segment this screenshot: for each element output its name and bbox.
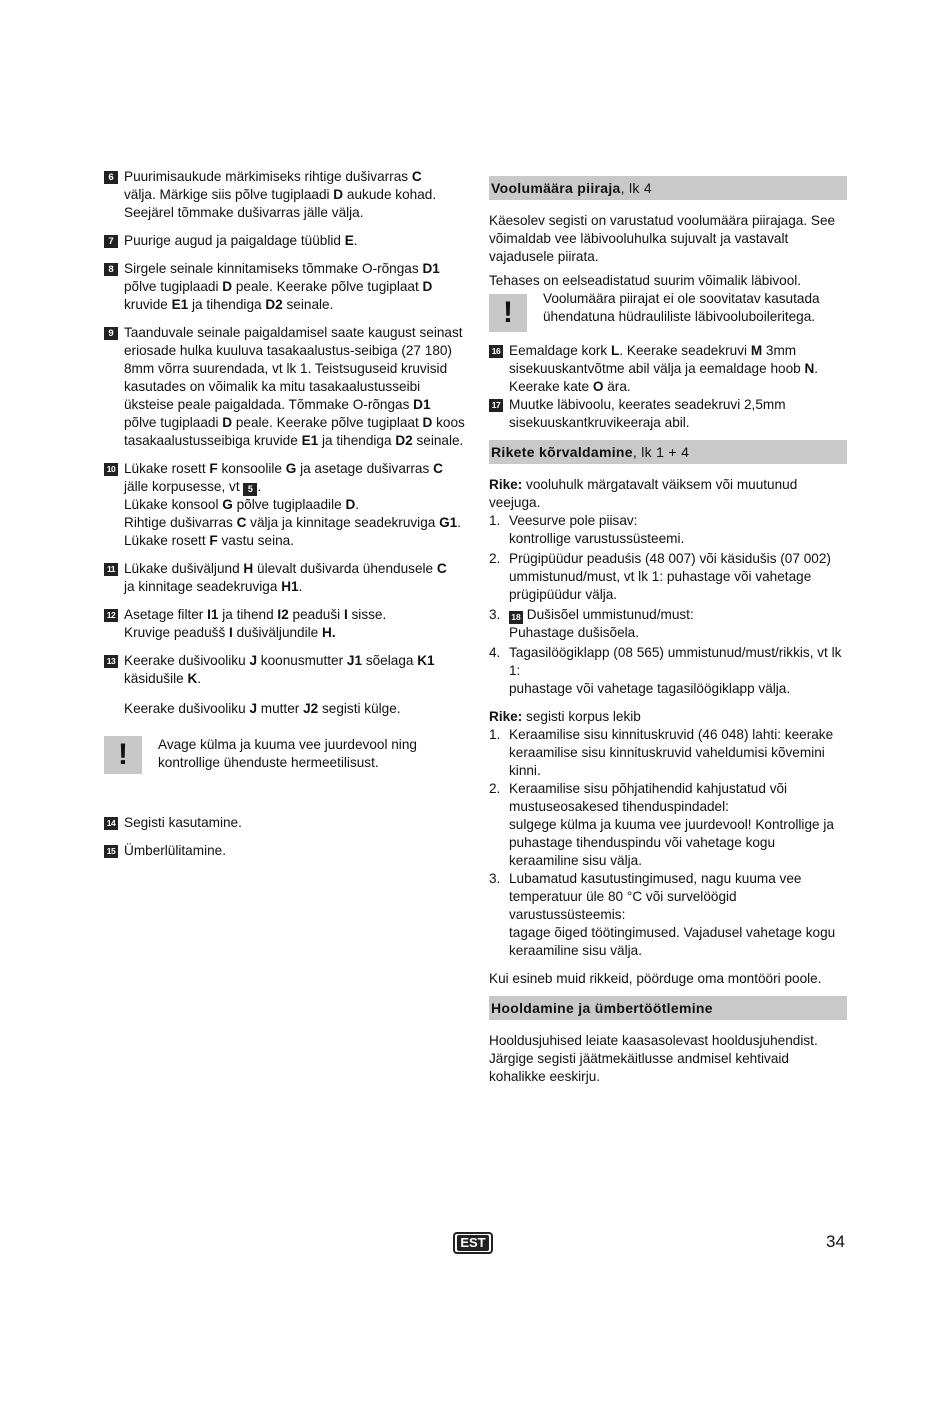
- list-item: 3. 18 Dušisõel ummistunud/must: Puhastage dušisõela.: [489, 607, 694, 640]
- section-heading-flow-limiter: Voolumäära piiraja, lk 4: [489, 176, 847, 200]
- step-number: 9: [104, 327, 118, 340]
- fault-2-list: [489, 726, 847, 960]
- step-number: 7: [104, 235, 118, 248]
- step-number: 17: [489, 399, 503, 412]
- section-heading-troubleshooting: Rikete kõrvaldamine, lk 1 + 4: [489, 440, 847, 464]
- left-column: [104, 168, 466, 870]
- step-number: 13: [104, 655, 118, 668]
- step-16: 16 Eemaldage kork L. Keerake seadekruvi M 3mm sisekuuskantvõtme abil välja ja eemaldage hoob N. Keerake kate O ära.: [489, 342, 847, 396]
- step-13-continued: Keerake dušivooliku J mutter J2 segisti külge.: [124, 701, 401, 716]
- step-number: 8: [104, 263, 118, 276]
- language-badge: EST: [453, 1232, 493, 1254]
- step-number: 15: [104, 845, 118, 858]
- step-8: 8 Sirgele seinale kinnitamiseks tõmmake O-rõngas D1 põlve tugiplaadi D peale. Keerake põlve tugiplaat D kruvide E1 ja tihendiga D2 seinale.: [104, 260, 466, 314]
- step-11: 11 Lükake dušiväljund H ülevalt dušivarda ühendusele C ja kinnitage seadekruviga H1.: [104, 560, 466, 596]
- list-item: 2. Keraamilise sisu põhjatihendid kahjustatud või mustuseosakesed tihenduspindadel: sulgege külma ja kuuma vee juurdevool! Kontrollige ja puhastage tihenduspindu või vahetage kogu keraamiline sisu välja.: [489, 781, 834, 868]
- warning-text: Voolumäära piirajat ei ole soovitatav kasutada ühendatuna hüdrauliliste läbivooluboileritega.: [543, 291, 820, 324]
- step-6: 6 Puurimisaukude märkimiseks rihtige dušivarras C välja. Märkige siis põlve tugiplaadi D aukude kohad. Seejärel tõmmake dušivarras jälle välja.: [104, 168, 466, 222]
- step-13: 13 Keerake dušivooliku J koonusmutter J1 sõelaga K1 käsidušile K. Keerake dušivooliku J mutter J2 segisti külge.: [104, 652, 466, 718]
- paragraph: Tehases on eelseadistatud suurim võimalik läbivool.: [489, 273, 802, 288]
- paragraph: Käesolev segisti on varustatud voolumäära piirajaga. See võimaldab vee läbivooluhulka sujuvalt ja vastavalt vajadusele piirata.: [489, 213, 836, 264]
- list-item: 1. Veesurve pole piisav: kontrollige varustussüsteemi.: [489, 513, 685, 546]
- step-9: 9 Taanduvale seinale paigaldamisel saate kaugust seinast eriosade hulka kuuluva tasakaalustus-seibiga (27 180) 8mm võrra suurendada, vt lk 1. Teistsuguseid kruvisid kasutades on võimalik ka mitu tasakaalustusseibi üksteise peale paigaldada. Tõmmake O-rõngas D1 põlve tugiplaadi D peale. Keerake põlve tugiplaat D koos tasakaalustusseibiga kruvide E1 ja tihendiga D2 seinale.: [104, 324, 466, 450]
- section-heading-maintenance: Hooldamine ja ümbertöötlemine: [489, 996, 847, 1020]
- fault-1-list: [489, 512, 847, 698]
- list-item: 3. Lubamatud kasutustingimused, nagu kuuma vee temperatuur üle 80 °C või survelöögid varustussüsteemis: tagage õiged töötingimused. Vajadusel vahetage kogu keraamiline sisu välja.: [489, 871, 836, 958]
- step-15: 15 Ümberlülitamine.: [104, 842, 466, 860]
- exclamation-icon: !: [489, 294, 527, 332]
- step-14: 14 Segisti kasutamine.: [104, 814, 466, 832]
- step-number: 6: [104, 171, 118, 184]
- step-number: 16: [489, 345, 503, 358]
- step-number: 11: [104, 563, 118, 576]
- warning-box: [489, 290, 847, 330]
- exclamation-icon: !: [104, 736, 142, 774]
- right-column: [489, 176, 847, 1092]
- step-number: 12: [104, 609, 118, 622]
- step-17: 17 Muutke läbivoolu, keerates seadekruvi 2,5mm sisekuuskantkruvikeeraja abil.: [489, 396, 847, 432]
- list-item: 1. Keraamilise sisu kinnituskruvid (46 048) lahti: keerake keraamilise sisu kinnituskruvid vaheldumisi kõvemini kinni.: [489, 727, 834, 778]
- fault-2: Rike: segisti korpus lekib: [489, 709, 641, 724]
- step-number: 14: [104, 817, 118, 830]
- step-10: 10 Lükake rosett F konsoolile G ja asetage dušivarras C jälle korpusesse, vt 5 . Lükake konsool G põlve tugiplaadile D. Rihtige dušivarras C välja ja kinnitage seadekruviga G1. Lükake rosett F vastu seina.: [104, 460, 466, 550]
- warning-box: [104, 736, 466, 776]
- step-reference: 18: [509, 611, 523, 624]
- list-item: 4. Tagasilöögiklapp (08 565) ummistunud/must/rikkis, vt lk 1: puhastage või vahetage tagasilöögiklapp välja.: [489, 645, 842, 696]
- step-reference: 5: [243, 483, 257, 496]
- step-7: 7 Puurige augud ja paigaldage tüüblid E.: [104, 232, 466, 250]
- warning-text: Avage külma ja kuuma vee juurdevool ning kontrollige ühenduste hermeetilisust.: [158, 737, 417, 770]
- paragraph: Kui esineb muid rikkeid, pöörduge oma montööri poole.: [489, 971, 822, 986]
- step-number: 10: [104, 463, 118, 476]
- page-number: 34: [826, 1232, 845, 1251]
- paragraph: Hooldusjuhised leiate kaasasolevast hooldusjuhendist. Järgige segisti jäätmekäitlusse andmisel kehtivaid kohalikke eeskirju.: [489, 1033, 818, 1084]
- step-12: 12 Asetage filter I1 ja tihend I2 peaduši I sisse. Kruvige peadušš I dušiväljundile H.: [104, 606, 466, 642]
- list-item: 2. Prügipüüdur peaduśis (48 007) või käsidušis (07 002) ummistunud/must, vt lk 1: puhastage või vahetage prügipüüdur välja.: [489, 551, 831, 602]
- fault-1: Rike: vooluhulk märgatavalt väiksem või muutunud veejuga.: [489, 477, 798, 510]
